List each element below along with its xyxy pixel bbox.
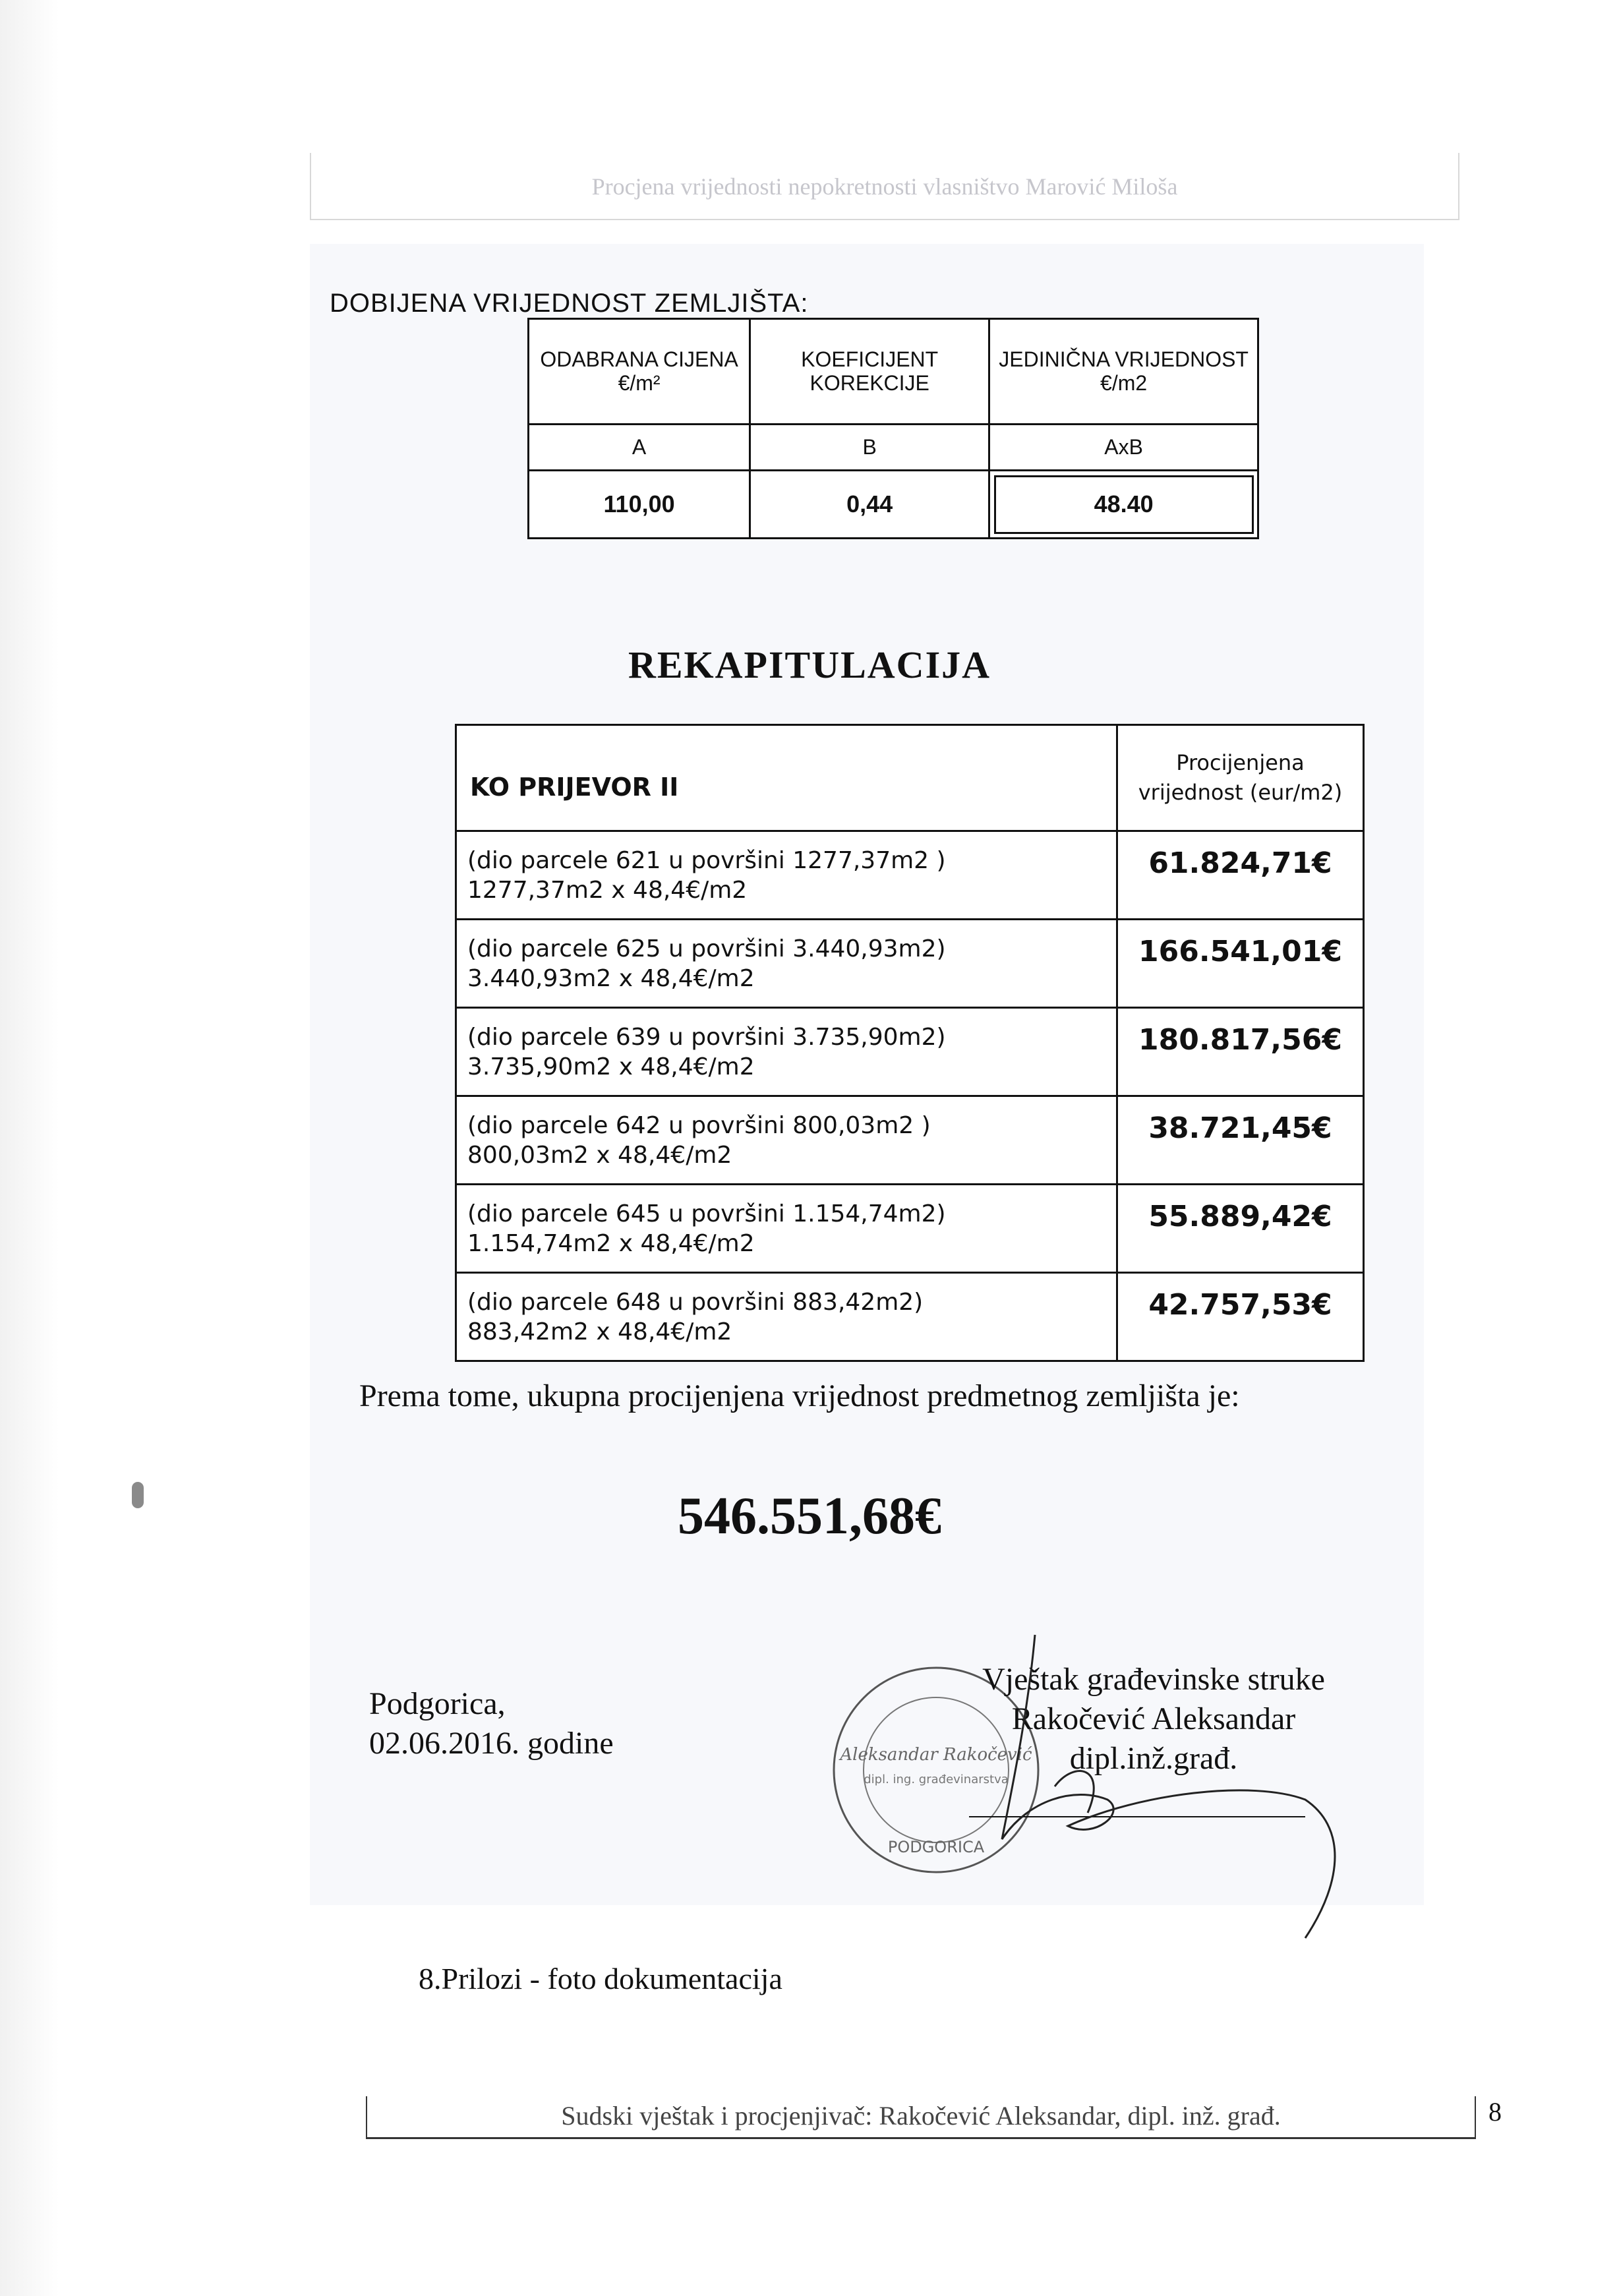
attachments-heading: 8.Prilozi - foto dokumentacija [419,1962,782,1995]
parcel-amount: 42.757,53€ [1117,1273,1364,1361]
table-row [456,1185,1364,1273]
col-letter-axb: AxB [989,425,1258,471]
parcel-description [456,1008,1117,1096]
svg-text:PODGORICA: PODGORICA [887,1838,985,1856]
price-value: 110,00 [529,471,750,539]
parcel-amount: 180.817,56€ [1117,1008,1364,1096]
parcel-description [456,1096,1117,1185]
recap-title: REKAPITULACIJA [628,643,991,686]
col-letter-b: B [750,425,989,471]
parcel-description [456,831,1117,920]
parcel-calculation: 3.440,93m2 x 48,4€/m2 [467,964,755,992]
table-row [456,831,1364,920]
parcel-description [456,1273,1117,1361]
parcel-calculation: 883,42m2 x 48,4€/m2 [467,1318,732,1345]
parcel-amount: 166.541,01€ [1117,920,1364,1008]
handwritten-signature [976,1628,1450,1958]
col-header-unit-value: JEDINIČNA VRIJEDNOST €/m2 [989,319,1258,425]
svg-text:dipl. ing. građevinarstva: dipl. ing. građevinarstva [864,1773,1009,1786]
parcel-calculation: 800,03m2 x 48,4€/m2 [467,1141,732,1169]
parcel-calculation: 1277,37m2 x 48,4€/m2 [467,876,748,904]
parcel-amount: 38.721,45€ [1117,1096,1364,1185]
total-sentence: Prema tome, ukupna procijenjena vrijednost predmetnog zemljišta je: [359,1378,1240,1413]
table-row [456,1008,1364,1096]
recap-header-left: KO PRIJEVOR II [456,725,1117,831]
parcel-line: (dio parcele 621 u površini 1277,37m2 ) [467,846,946,874]
land-value-title: DOBIJENA VRIJEDNOST ZEMLJIŠTA: [330,289,809,318]
svg-text:Aleksandar Rakočević: Aleksandar Rakočević [840,1745,1032,1765]
land-value-table [527,318,1259,539]
coefficient-value: 0,44 [750,471,989,539]
parcel-line: (dio parcele 645 u površini 1.154,74m2) [467,1200,946,1227]
date: 02.06.2016. godine [369,1726,614,1761]
col-letter-a: A [529,425,750,471]
expert-degree: dipl.inž.građ. [1069,1741,1238,1776]
footer-text: Sudski vještak i procjenjivač: Rakočević Aleksandar, dipl. inž. građ. [561,2101,1281,2131]
table-row [456,920,1364,1008]
parcel-amount: 55.889,42€ [1117,1185,1364,1273]
parcel-description [456,920,1117,1008]
recap-header-right: Procijenjena vrijednost (eur/m2) [1117,725,1364,831]
running-title: Procjena vrijednosti nepokretnosti vlasništvo Marović Miloša [591,173,1178,200]
parcel-line: (dio parcele 648 u površini 883,42m2) [467,1288,924,1316]
recap-table [455,724,1365,1362]
place: Podgorica, [369,1686,506,1721]
parcel-calculation: 1.154,74m2 x 48,4€/m2 [467,1229,755,1257]
unit-value-result: 48.40 [989,471,1258,539]
running-header [310,153,1459,220]
place-date [369,1684,614,1763]
parcel-line: (dio parcele 625 u površini 3.440,93m2) [467,935,946,962]
expert-role: Vještak građevinske struke [982,1662,1325,1697]
parcel-description [456,1185,1117,1273]
parcel-line: (dio parcele 639 u površini 3.735,90m2) [467,1023,946,1051]
table-row [456,1273,1364,1361]
total-amount: 546.551,68€ [678,1487,941,1545]
parcel-line: (dio parcele 642 u površini 800,03m2 ) [467,1111,931,1139]
page-number: 8 [1488,2097,1502,2127]
col-header-coefficient: KOEFICIJENT KOREKCIJE [750,319,989,425]
page-edge-shadow [0,0,59,2296]
parcel-calculation: 3.735,90m2 x 48,4€/m2 [467,1053,755,1080]
table-row [456,1096,1364,1185]
footer [366,2096,1476,2139]
parcel-amount: 61.824,71€ [1117,831,1364,920]
col-header-price: ODABRANA CIJENA €/m² [529,319,750,425]
expert-name: Rakočević Aleksandar [1011,1701,1296,1736]
